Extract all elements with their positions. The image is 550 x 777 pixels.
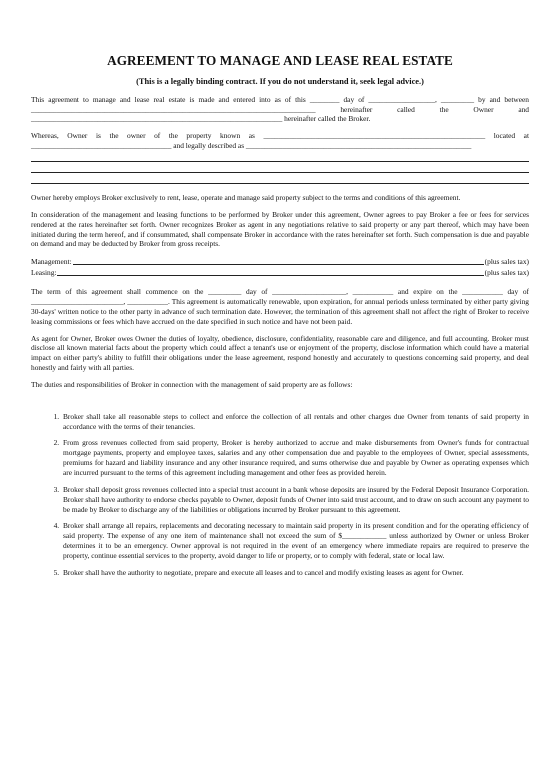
- whereas-paragraph: Whereas, Owner is the owner of the property known as ____________________________________________________________ located at ______________________________________ and legally described as _____________________________________________________________: [31, 131, 529, 151]
- document-subtitle: (This is a legally binding contract. If you do not understand it, seek legal advice.): [136, 76, 424, 86]
- agent-paragraph: As agent for Owner, Broker owes Owner the duties of loyalty, obedience, disclosure, confidentiality, reasonable care and diligence, and full accounting. Broker must disclose all known material facts about the property which could affect a tenant's use or enjoyment of the property, disclose information which could have a material impact on either party's ability to fulfill their obligations under the lease agreement, respond honestly and accurately to questions concerning said property, and deal honestly and fairly with all parties.: [31, 333, 529, 373]
- duties-list: [31, 412, 529, 578]
- list-item: 1. Broker shall take all reasonable steps to collect and enforce the collection of all rentals and other charges due Owner from tenants of said property in accordance with the terms of their tenancies.: [61, 412, 529, 432]
- term-paragraph: The term of this agreement shall commence on the _________ day of ____________________, ___________ and expire on the ___________ day of _________________________, ___________. This agreement is automatically renewable, upon expiration, for annual periods unless terminated by either party giving 30-days' written notice to the other party in advance of such termination date. However, the termination of this agreement shall not affect the right of Broker to receive leasing commissions or fees which have accrued on the date specified in such notice and have not been paid.: [31, 287, 529, 326]
- list-item: 2. From gross revenues collected from said property, Broker is hereby authorized to accrue and make disbursements from Owner's funds for contractual mortgage payments, property and employee taxes, salaries and any other compensation due and payable to the employees of Owner, special assessments, premiums for hazard and liability insurance and any other insurance required, and sums otherwise due and payable by Owner as operating expenses which are incurred pursuant to the terms of this agreement including management and other fees as provided herein.: [61, 438, 529, 477]
- leasing-label: Leasing:: [31, 268, 57, 278]
- leasing-fee-row: [31, 267, 529, 278]
- management-fee-field[interactable]: [73, 256, 484, 265]
- list-item: 4. Broker shall arrange all repairs, replacements and decorating necessary to maintain said property in its present condition and for the operating efficiency of said property. The expense of any one item of maintenance shall not exceed the sum of $____________ unless authorized by Owner or unless Broker determines it to be an emergency. Owner approval is not required in the event of an emergency where immediate repairs are required to preserve the property, continue essential services to the property, avoid danger to life or property, or to comply with federal, state or local law.: [61, 521, 529, 560]
- legal-description-line-3[interactable]: [31, 173, 529, 184]
- legal-description-line-1[interactable]: [31, 151, 529, 162]
- legal-description-line-2[interactable]: [31, 162, 529, 173]
- duties-paragraph: The duties and responsibilities of Broker in connection with the management of said property are as follows:: [31, 379, 353, 389]
- leasing-plus-tax: (plus sales tax): [484, 268, 529, 278]
- management-label: Management:: [31, 257, 72, 267]
- management-plus-tax: (plus sales tax): [484, 257, 529, 267]
- document-title: AGREEMENT TO MANAGE AND LEASE REAL ESTATE: [107, 53, 453, 68]
- leasing-fee-field[interactable]: [57, 267, 483, 276]
- management-fee-row: [31, 256, 529, 267]
- list-item: 3. Broker shall deposit gross revenues collected into a special trust account in a bank whose deposits are insured by the Federal Deposit Insurance Corporation. Broker shall have authority to endorse checks payable to Owner, deposit funds of Owner into said trust account, and to draw on such account any payment to be made by Broker to discharge any of the liabilities or obligations incurred by Broker pursuant to this agreement.: [61, 485, 529, 515]
- intro-paragraph: This agreement to manage and lease real estate is made and entered into as of this ________ day of __________________, _________ by and between _____________________________________________________________________________ hereinafter called the Owner and ____________________________________________________________________ hereinafter called the Broker.: [31, 94, 529, 124]
- document-body: [31, 54, 529, 585]
- consideration-paragraph: In consideration of the management and leasing functions to be performed by Broker under this agreement, Owner agrees to pay Broker a fee or fees for services rendered at the rates hereinafter set forth. Owner recognizes Broker as agent in any negotiations relative to said property or any part thereof, which may have been initiated during the term hereof, and if consummated, shall compensate Broker in accordance with the rates hereinafter set forth. Such compensation is due and payable on demand and may be deducted by Broker from gross receipts.: [31, 209, 529, 249]
- list-item: 5. Broker shall have the authority to negotiate, prepare and execute all leases and to cancel and modify existing leases as agent for Owner.: [61, 568, 529, 578]
- employ-paragraph: Owner hereby employs Broker exclusively to rent, lease, operate and manage said property subject to the terms and conditions of this agreement.: [31, 192, 461, 202]
